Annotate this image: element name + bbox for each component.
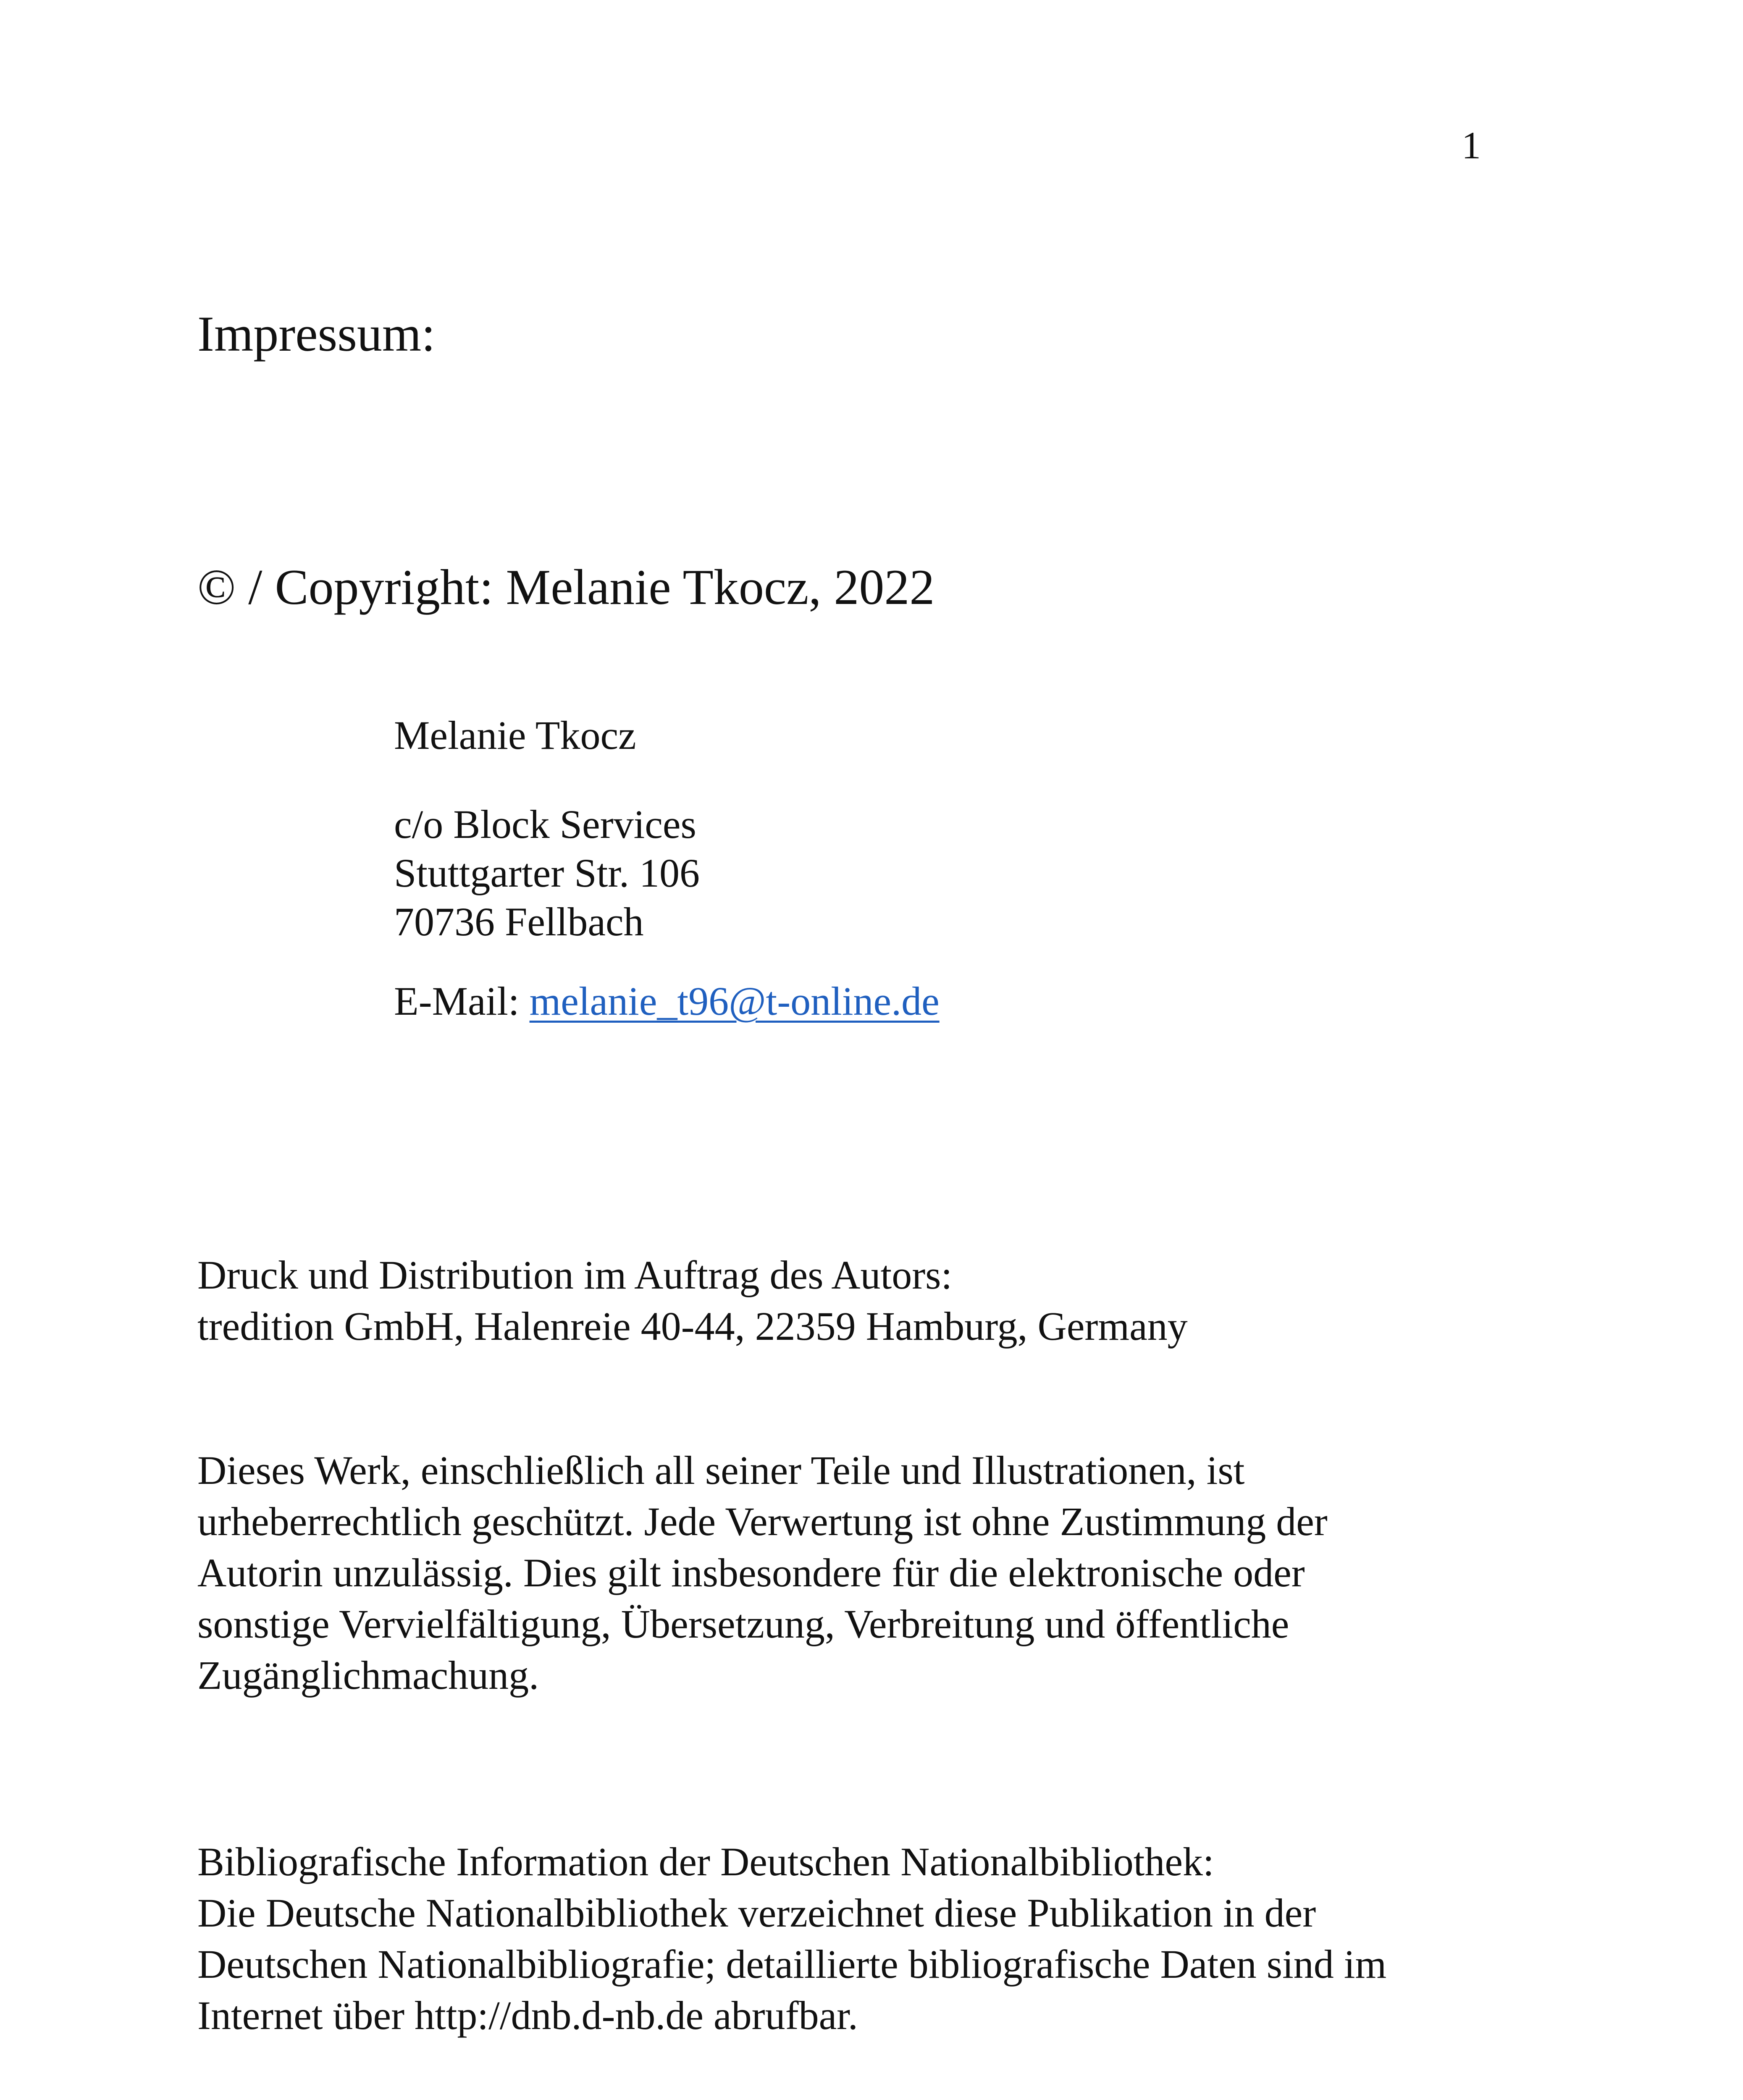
rights-line: Autorin unzulässig. Dies gilt insbesondere für die elektronische oder [197,1550,1305,1595]
email-link[interactable]: melanie_t96@t-online.de [529,979,940,1024]
distribution-line: tredition GmbH, Halenreie 40-44, 22359 Hamburg, Germany [197,1304,1188,1349]
postal-address [394,800,700,946]
email-label: E-Mail: [394,979,520,1024]
email-row [394,977,940,1026]
page-title: Impressum: [197,306,436,362]
author-name: Melanie Tkocz [394,713,636,758]
address-line-care-of: c/o Block Services [394,802,696,847]
rights-line: Dieses Werk, einschließlich all seiner Teile und Illustrationen, ist [197,1448,1245,1493]
bibliography-paragraph [197,1836,1541,2041]
distribution-line: Druck und Distribution im Auftrag des Autors: [197,1252,953,1297]
bibliography-line: Internet über http://dnb.d-nb.de abrufbar. [197,1993,858,2038]
bibliography-line: Die Deutsche Nationalbibliothek verzeichnet diese Publikation in der [197,1890,1316,1935]
rights-line: Zugänglichmachung. [197,1653,539,1698]
bibliography-line: Deutschen Nationalbibliografie; detaillierte bibliografische Daten sind im [197,1942,1387,1987]
rights-line: sonstige Vervielfältigung, Übersetzung, Verbreitung und öffentliche [197,1601,1289,1646]
distribution-paragraph [197,1250,1541,1352]
copyright-notice: © / Copyright: Melanie Tkocz, 2022 [197,559,935,615]
rights-paragraph [197,1445,1541,1701]
address-line-street: Stuttgarter Str. 106 [394,850,700,895]
address-line-city: 70736 Fellbach [394,899,644,944]
rights-line: urheberrechtlich geschützt. Jede Verwertung ist ohne Zustimmung der [197,1499,1328,1544]
bibliography-line: Bibliografische Information der Deutschen Nationalbibliothek: [197,1839,1214,1884]
page-number: 1 [1462,124,1481,167]
